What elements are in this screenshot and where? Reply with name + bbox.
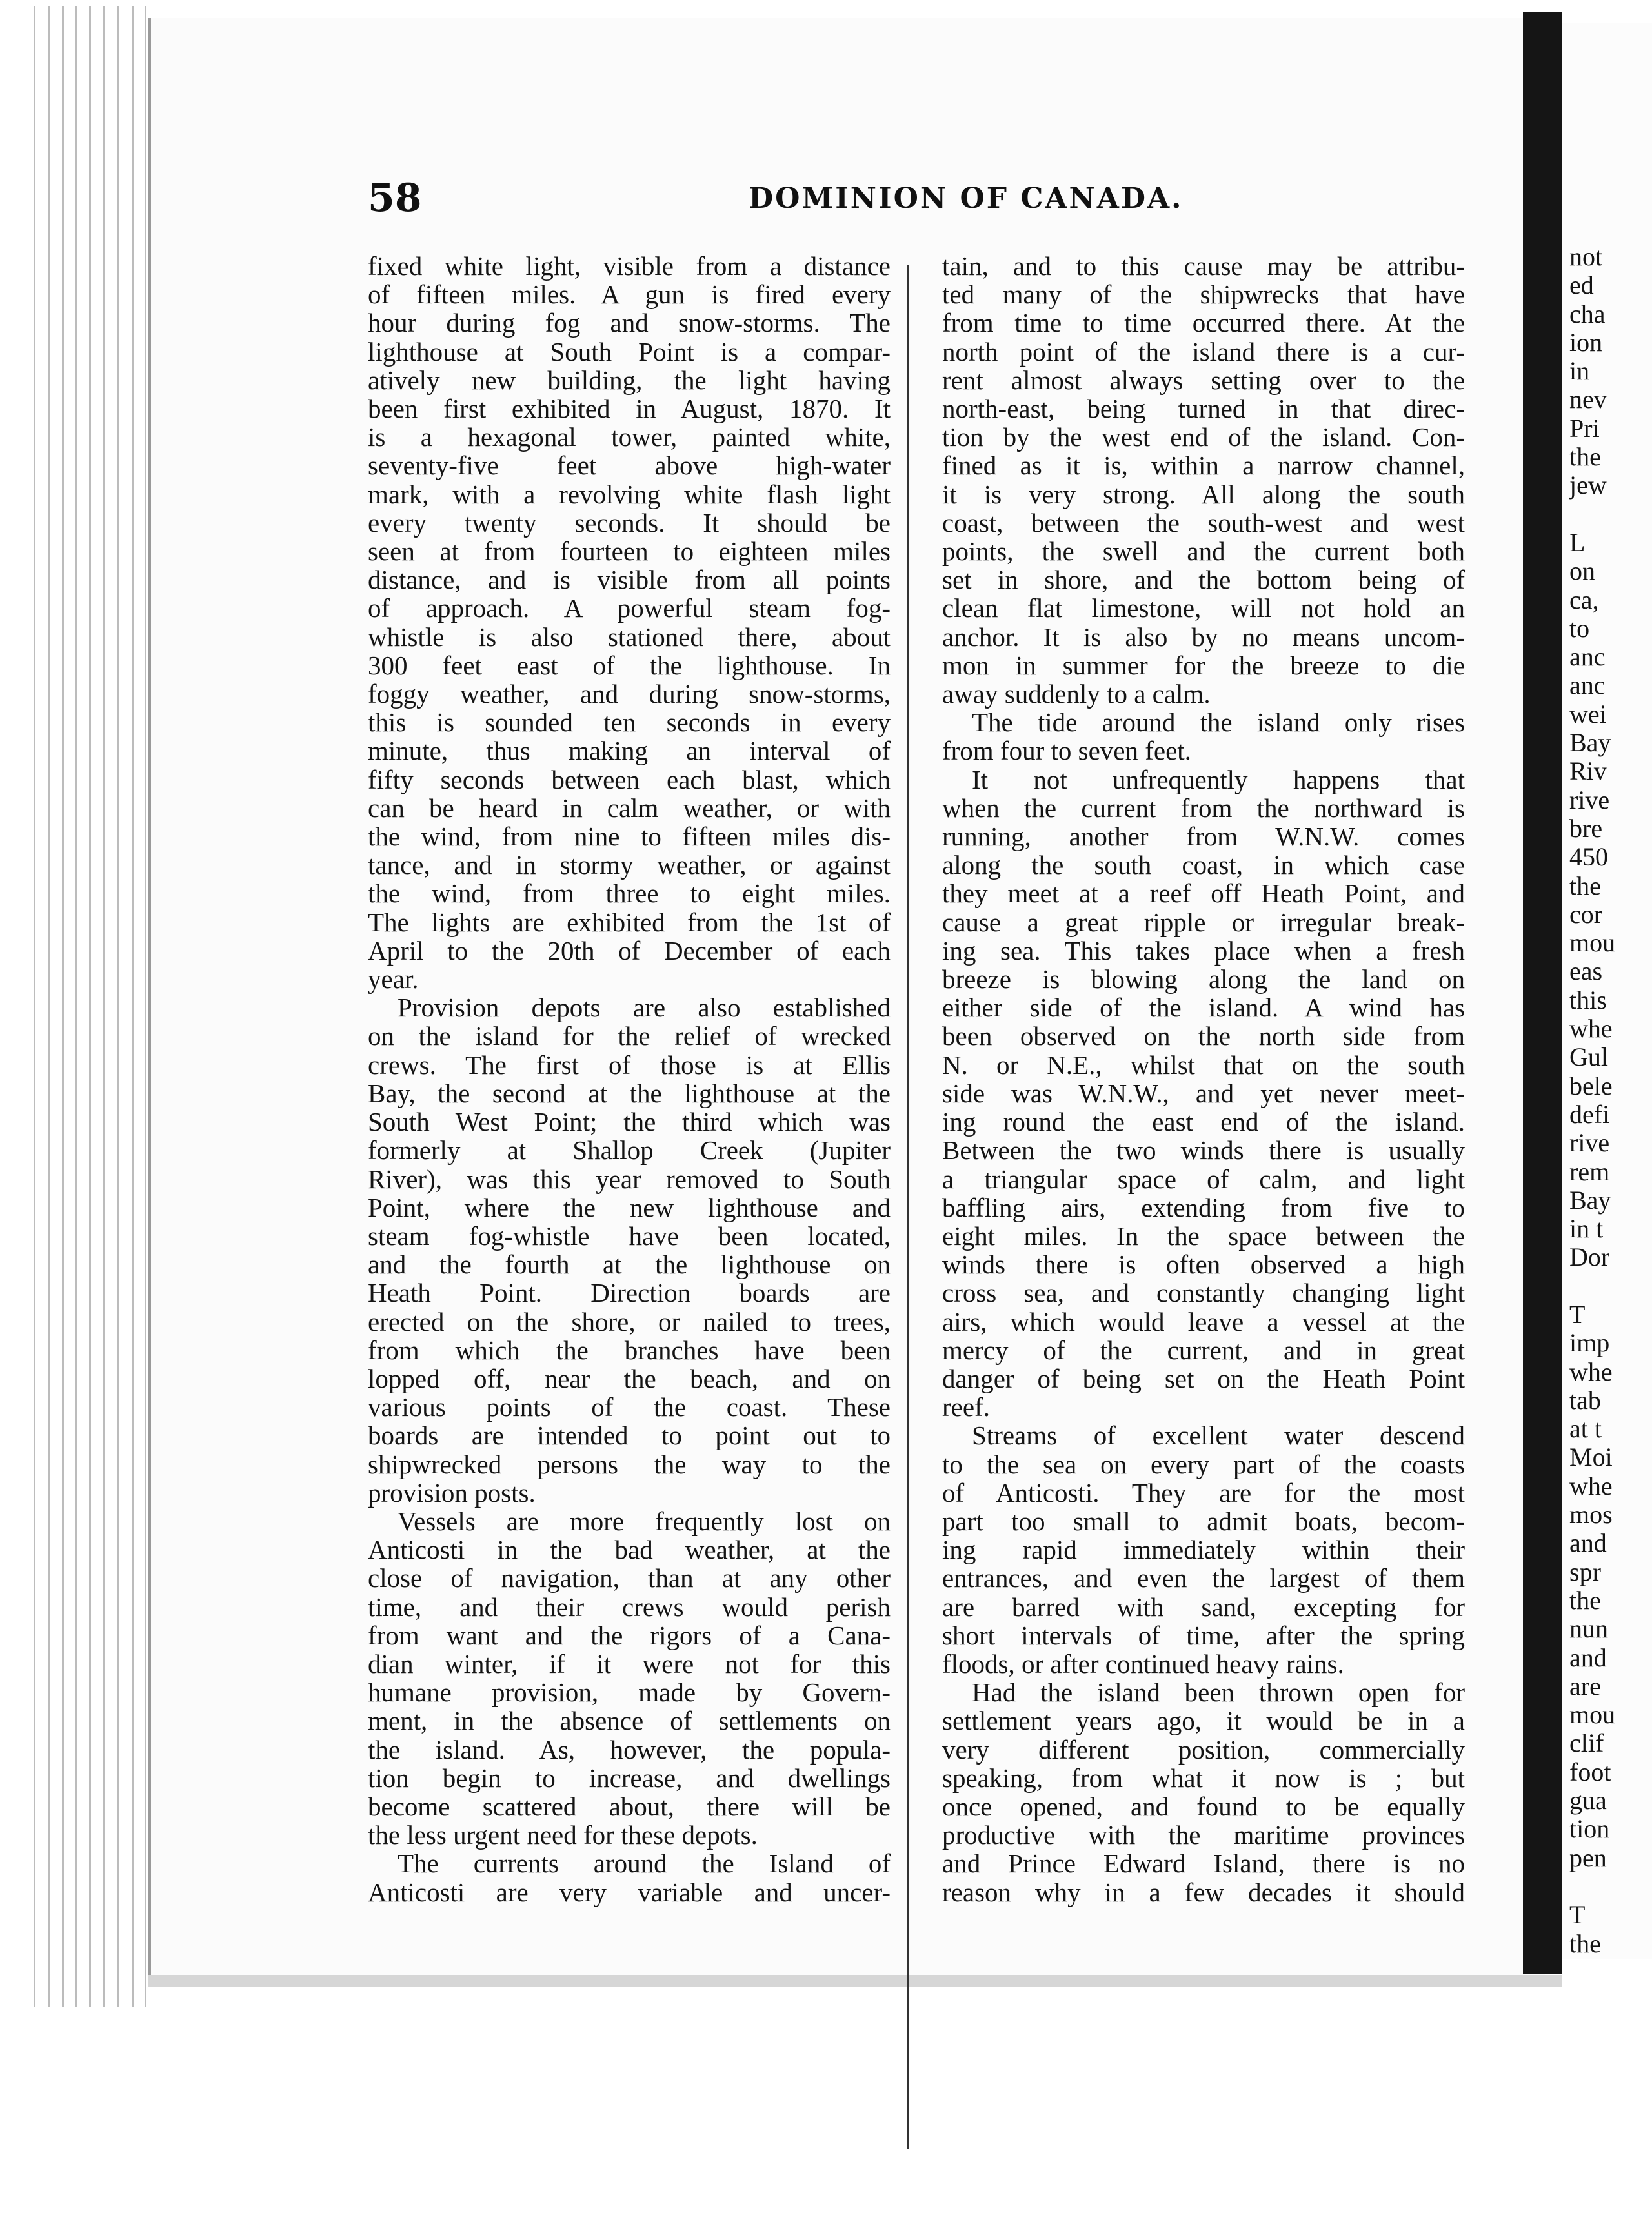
facing-page-fragment: not	[1569, 243, 1603, 271]
page-bottom-edge	[148, 1975, 1562, 1987]
facing-page-fragment: whe	[1569, 1014, 1613, 1044]
facing-page-fragment: nev	[1569, 385, 1607, 414]
column-divider	[907, 265, 909, 2149]
facing-page-fragment: ca,	[1569, 585, 1599, 614]
facing-page-fragment: wei	[1569, 699, 1607, 729]
text-line: of fifteen miles. A gun is fired every	[368, 279, 891, 310]
text-line: airs, which would leave a vessel at the	[942, 1306, 1465, 1337]
text-line: along the south coast, in which case	[942, 850, 1465, 880]
text-line: Streams of excellent water descend	[972, 1421, 1465, 1451]
facing-page-fragment: to	[1569, 613, 1590, 643]
text-line: April to the 20th of December of each	[368, 935, 891, 966]
facing-page-fragment: this	[1569, 985, 1607, 1015]
facing-page-fragment: are	[1569, 1671, 1601, 1701]
text-line: tain, and to this cause may be attribu-	[942, 251, 1465, 281]
text-line: lopped off, near the beach, and on	[368, 1363, 891, 1393]
text-line: from want and the rigors of a Cana-	[368, 1620, 891, 1650]
facing-page-fragment: tab	[1569, 1385, 1601, 1415]
text-line: erected on the shore, or nailed to trees,	[368, 1306, 891, 1337]
facing-page-fragment: rive	[1569, 1128, 1610, 1158]
text-line: Anticosti are very variable and uncer-	[368, 1877, 891, 1907]
text-line: settlement years ago, it would be in a	[942, 1706, 1465, 1736]
text-line: provision posts.	[368, 1477, 536, 1508]
text-line: short intervals of time, after the spring	[942, 1620, 1465, 1650]
facing-page-fragment: 450	[1569, 842, 1608, 872]
text-line: ted many of the shipwrecks that have	[942, 279, 1465, 310]
text-line: of Anticosti. They are for the most	[942, 1477, 1465, 1508]
facing-page-fragment: Pri	[1569, 413, 1600, 443]
text-line: they meet at a reef off Heath Point, and	[942, 878, 1465, 909]
facing-page-fragment: anc	[1569, 642, 1606, 672]
text-line: breeze is blowing along the land on	[942, 964, 1465, 995]
facing-page-fragment: Riv	[1569, 756, 1607, 786]
text-line: speaking, from what it now is ; but	[942, 1763, 1465, 1793]
facing-page-fragment: jew	[1569, 470, 1607, 500]
text-line: Between the two winds there is usually	[942, 1135, 1465, 1166]
text-line: productive with the maritime provinces	[942, 1820, 1465, 1850]
text-line: South West Point; the third which was	[368, 1107, 891, 1137]
facing-page-fragment: defi	[1569, 1099, 1610, 1129]
text-line: whistle is also stationed there, about	[368, 622, 891, 652]
text-line: ment, in the absence of settlements on	[368, 1706, 891, 1736]
text-line: and the fourth at the lighthouse on	[368, 1249, 891, 1280]
facing-page-fragment: mos	[1569, 1500, 1613, 1530]
book-spine-shadow	[1523, 12, 1562, 1974]
text-line: north-east, being turned in that direc-	[942, 394, 1465, 424]
text-line: reason why in a few decades it should	[942, 1877, 1465, 1907]
text-line: from time to time occurred there. At the	[942, 308, 1465, 338]
text-line: hour during fog and snow-storms. The	[368, 308, 891, 338]
text-line: set in shore, and the bottom being of	[942, 565, 1465, 595]
text-line: Had the island been thrown open for	[972, 1677, 1465, 1708]
text-line: close of navigation, than at any other	[368, 1563, 891, 1593]
text-line: Vessels are more frequently lost on	[398, 1506, 891, 1536]
text-line: every twenty seconds. It should be	[368, 507, 891, 538]
text-line: and Prince Edward Island, there is no	[942, 1848, 1465, 1879]
facing-page-fragment: nun	[1569, 1614, 1608, 1644]
facing-page-fragment: gua	[1569, 1786, 1607, 1815]
text-line: anchor. It is also by no means uncom-	[942, 622, 1465, 652]
text-line: the less urgent need for these depots.	[368, 1820, 758, 1850]
facing-page-fragment: on	[1569, 556, 1595, 586]
text-line: been first exhibited in August, 1870. It	[368, 394, 891, 424]
facing-page-fragment: imp	[1569, 1328, 1610, 1358]
text-line: The tide around the island only rises	[972, 707, 1465, 738]
text-line: foggy weather, and during snow-storms,	[368, 679, 891, 709]
text-line: north point of the island there is a cur-	[942, 336, 1465, 367]
text-line: The lights are exhibited from the 1st of	[368, 907, 891, 937]
text-line: tion begin to increase, and dwellings	[368, 1763, 891, 1793]
facing-page-fragment: T	[1569, 1299, 1586, 1329]
text-line: shipwrecked persons the way to the	[368, 1449, 891, 1479]
text-line: eight miles. In the space between the	[942, 1220, 1465, 1251]
text-line: mon in summer for the breeze to die	[942, 650, 1465, 680]
text-line: are barred with sand, excepting for	[942, 1592, 1465, 1622]
facing-page-fragment: foot	[1569, 1757, 1611, 1786]
text-line: is a hexagonal tower, painted white,	[368, 422, 891, 452]
text-line: points, the swell and the current both	[942, 536, 1465, 567]
right-text-column	[942, 252, 1465, 1907]
text-line: a triangular space of calm, and light	[942, 1164, 1465, 1194]
text-line: It not unfrequently happens that	[972, 764, 1465, 794]
facing-page-fragment: Bay	[1569, 1185, 1611, 1215]
text-line: various points of the coast. These	[368, 1392, 891, 1422]
facing-page-fragment: the	[1569, 1928, 1601, 1958]
facing-page-fragment: bre	[1569, 813, 1603, 843]
facing-page-fragment: whe	[1569, 1357, 1613, 1386]
text-line: side was W.N.W., and yet never meet-	[942, 1078, 1465, 1108]
text-line: on the island for the relief of wrecked	[368, 1021, 891, 1051]
text-line: from four to seven feet.	[942, 736, 1191, 766]
facing-page-fragment: and	[1569, 1528, 1607, 1558]
text-line: tance, and in stormy weather, or against	[368, 850, 891, 880]
facing-page-fragment: rem	[1569, 1157, 1610, 1186]
facing-page-fragment: T	[1569, 1900, 1586, 1930]
text-line: crews. The first of those is at Ellis	[368, 1049, 891, 1080]
facing-page-fragment: L	[1569, 527, 1586, 557]
text-line: Point, where the new lighthouse and	[368, 1192, 891, 1222]
text-line: formerly at Shallop Creek (Jupiter	[368, 1135, 891, 1166]
facing-page-fragment: the	[1569, 1585, 1601, 1615]
text-line: mercy of the current, and in great	[942, 1335, 1465, 1365]
facing-page-fragment: ed	[1569, 270, 1594, 300]
facing-page-fragment: the	[1569, 442, 1601, 472]
text-line: boards are intended to point out to	[368, 1421, 891, 1451]
text-line: become scattered about, there will be	[368, 1791, 891, 1821]
text-line: mark, with a revolving white flash light	[368, 479, 891, 509]
text-line: rent almost always setting over to the	[942, 365, 1465, 395]
text-line: can be heard in calm weather, or with	[368, 793, 891, 823]
text-line: tion by the west end of the island. Con-	[942, 422, 1465, 452]
facing-page-fragment: at t	[1569, 1414, 1602, 1444]
facing-page-fragment: anc	[1569, 671, 1606, 700]
facing-page-text	[1569, 243, 1652, 1958]
text-line: N. or N.E., whilst that on the south	[942, 1049, 1465, 1080]
text-line: Bay, the second at the lighthouse at the	[368, 1078, 891, 1108]
text-line: minute, thus making an interval of	[368, 736, 891, 766]
text-line: very different position, commercially	[942, 1734, 1465, 1765]
text-line: dian winter, if it were not for this	[368, 1648, 891, 1679]
text-line: fixed white light, visible from a distance	[368, 251, 891, 281]
facing-page-fragment: clif	[1569, 1728, 1604, 1758]
facing-page-fragment: and	[1569, 1643, 1607, 1672]
facing-page-fragment: bele	[1569, 1071, 1613, 1100]
text-line: when the current from the northward is	[942, 793, 1465, 823]
facing-page-fragment: mou	[1569, 928, 1616, 958]
facing-page-fragment: Bay	[1569, 728, 1611, 758]
text-line: Heath Point. Direction boards are	[368, 1278, 891, 1308]
facing-page-fragment	[1569, 1872, 1652, 1901]
facing-page-fragment: mou	[1569, 1700, 1616, 1730]
text-line: been observed on the north side from	[942, 1021, 1465, 1051]
text-line: lighthouse at South Point is a compar-	[368, 336, 891, 367]
stacked-page-edges	[34, 6, 156, 2007]
text-line: fifty seconds between each blast, which	[368, 764, 891, 794]
facing-page-fragment: cor	[1569, 899, 1603, 929]
text-line: cross sea, and constantly changing light	[942, 1278, 1465, 1308]
text-line: entrances, and even the largest of them	[942, 1563, 1465, 1593]
text-line: Anticosti in the bad weather, at the	[368, 1535, 891, 1565]
text-line: fined as it is, within a narrow channel,	[942, 450, 1465, 481]
running-title: DOMINION OF CANADA.	[749, 182, 1184, 215]
text-line: atively new building, the light having	[368, 365, 891, 395]
text-line: distance, and is visible from all points	[368, 565, 891, 595]
text-line: part too small to admit boats, becom-	[942, 1506, 1465, 1536]
text-line: reef.	[942, 1392, 990, 1422]
text-line: coast, between the south-west and west	[942, 507, 1465, 538]
facing-page-fragment: spr	[1569, 1557, 1601, 1586]
text-line: time, and their crews would perish	[368, 1592, 891, 1622]
text-line: either side of the island. A wind has	[942, 993, 1465, 1023]
facing-page-fragment: Moi	[1569, 1442, 1613, 1472]
text-line: 300 feet east of the lighthouse. In	[368, 650, 891, 680]
facing-page-fragment: in	[1569, 356, 1590, 386]
facing-page-fragment: in t	[1569, 1214, 1604, 1244]
text-line: away suddenly to a calm.	[942, 679, 1211, 709]
page-number: 58	[368, 176, 422, 221]
text-line: seen at from fourteen to eighteen miles	[368, 536, 891, 567]
text-line: the island. As, however, the popula-	[368, 1734, 891, 1765]
text-line: humane provision, made by Govern-	[368, 1677, 891, 1708]
facing-page-fragment: the	[1569, 871, 1601, 900]
text-line: steam fog-whistle have been located,	[368, 1220, 891, 1251]
facing-page-fragment: Dor	[1569, 1242, 1610, 1272]
text-line: The currents around the Island of	[398, 1848, 891, 1879]
text-line: ing rapid immediately within their	[942, 1535, 1465, 1565]
text-line: the wind, from nine to fifteen miles dis-	[368, 822, 891, 852]
text-line: this is sounded ten seconds in every	[368, 707, 891, 738]
facing-page-fragment	[1569, 1272, 1652, 1300]
text-line: clean flat limestone, will not hold an	[942, 593, 1465, 623]
text-line: from which the branches have been	[368, 1335, 891, 1365]
text-line: winds there is often observed a high	[942, 1249, 1465, 1280]
text-line: year.	[368, 964, 419, 995]
facing-page-fragment: whe	[1569, 1471, 1613, 1501]
text-line: danger of being set on the Heath Point	[942, 1363, 1465, 1393]
text-line: baffling airs, extending from five to	[942, 1192, 1465, 1222]
text-line: it is very strong. All along the south	[942, 479, 1465, 509]
facing-page-fragment: Gul	[1569, 1042, 1608, 1072]
facing-page-fragment: ion	[1569, 327, 1603, 357]
text-line: ing sea. This takes place when a fresh	[942, 935, 1465, 966]
facing-page-fragment: cha	[1569, 299, 1606, 329]
text-line: cause a great ripple or irregular break-	[942, 907, 1465, 937]
text-line: of approach. A powerful steam fog-	[368, 593, 891, 623]
facing-page-fragment	[1569, 500, 1652, 529]
text-line: once opened, and found to be equally	[942, 1791, 1465, 1821]
left-text-column	[368, 252, 891, 1907]
text-line: ing round the east end of the island.	[942, 1107, 1465, 1137]
text-line: running, another from W.N.W. comes	[942, 822, 1465, 852]
text-line: to the sea on every part of the coasts	[942, 1449, 1465, 1479]
text-line: the wind, from three to eight miles.	[368, 878, 891, 909]
text-line: floods, or after continued heavy rains.	[942, 1648, 1344, 1679]
facing-page-fragment: eas	[1569, 956, 1603, 986]
text-line: seventy-five feet above high-water	[368, 450, 891, 481]
facing-page-fragment: tion	[1569, 1814, 1610, 1844]
text-line: River), was this year removed to South	[368, 1164, 891, 1194]
text-line: Provision depots are also established	[398, 993, 891, 1023]
facing-page-fragment: pen	[1569, 1843, 1607, 1872]
facing-page-fragment: rive	[1569, 785, 1610, 814]
